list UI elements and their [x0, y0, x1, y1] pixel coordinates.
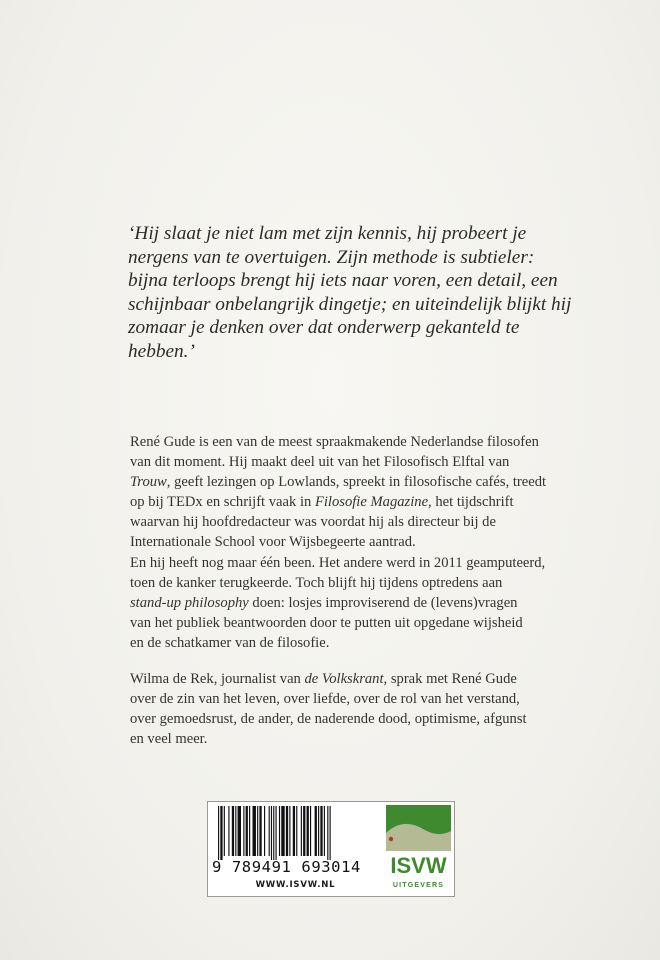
barcode-bar	[301, 806, 302, 856]
bio-line	[130, 492, 600, 512]
bio-emphasis: Filosofie Magazine	[314, 494, 429, 511]
barcode-bar	[286, 806, 288, 856]
bio-line: En hij heeft nog maar één been. Het andere werd in 2011 geamputeerd,	[130, 554, 546, 571]
bio-emphasis: Trouw	[130, 474, 167, 491]
barcode-bar	[249, 806, 250, 856]
barcode-bar	[327, 806, 328, 860]
logo-red-dot	[389, 837, 393, 841]
bio-text: doen: losjes improviserend de (levens)vragen	[248, 594, 518, 611]
quote-line: bijna terloops brengt hij iets naar voren, een detail, een	[128, 270, 558, 292]
interview-text: , sprak met René Gude	[383, 671, 517, 687]
bio-emphasis: stand-up philosophy	[130, 594, 249, 611]
barcode-bar	[238, 806, 241, 856]
bio-line	[130, 472, 600, 492]
barcode-bar	[324, 806, 325, 856]
barcode-bar	[228, 806, 229, 856]
interview-text: Wilma de Rek, journalist van	[130, 671, 305, 687]
barcode-panel	[207, 801, 455, 897]
interview-line	[130, 669, 600, 689]
bio-line: René Gude is een van de meest spraakmakende Nederlandse filosofen	[130, 434, 539, 450]
logo-wordmark: ISVW	[390, 853, 447, 878]
barcode-bar	[296, 806, 297, 856]
blurb-quote	[128, 222, 608, 364]
interview-emphasis: de Volkskrant	[304, 671, 384, 687]
barcode-bar	[330, 806, 331, 860]
bio-text: , geeft lezingen op Lowlands, spreekt in filosofische cafés, treedt	[166, 474, 547, 491]
quote-line: schijnbaar onbelangrijk dingetje; en uiteindelijk blijkt hij	[128, 293, 572, 315]
barcode-bar	[289, 806, 290, 856]
bio-text: , het tijdschrift	[428, 494, 514, 511]
barcode-bar	[276, 806, 277, 860]
barcode-bar	[253, 806, 256, 856]
interview-line: over de zin van het leven, over liefde, over de rol van het verstand,	[130, 691, 520, 708]
barcode-bar	[264, 806, 265, 856]
interview-line: over gemoedsrust, de ander, de naderende dood, optimisme, afgunst	[130, 711, 527, 728]
barcode-bar	[259, 806, 261, 856]
bio-line: van het publiek beantwoorden door te putten uit opgedane wijsheid	[130, 614, 523, 631]
quote-line: hebben.’	[128, 340, 195, 362]
barcode-bar	[303, 806, 305, 856]
barcode-bar	[273, 806, 274, 860]
barcode-bar	[310, 806, 311, 856]
interview-paragraph	[130, 669, 600, 749]
bio-line: waarvan hij hoofdredacteur was voordat hij als directeur bij de	[130, 514, 496, 531]
publisher-url: WWW.ISVW.NL	[255, 880, 336, 890]
bio-line: en de schatkamer van de filosofie.	[130, 634, 330, 651]
barcode-bar	[243, 806, 244, 856]
barcode-bar	[220, 806, 222, 860]
barcode-bar	[269, 806, 270, 856]
barcode-bar	[271, 806, 272, 860]
quote-line: ‘Hij slaat je niet lam met zijn kennis, hij probeert je	[128, 223, 527, 244]
barcode-bar	[232, 806, 234, 856]
quote-line: nergens van te overtuigen. Zijn methode is subtieler:	[128, 246, 535, 268]
bio-line: van dit moment. Hij maakt deel uit van het Filosofisch Elftal van	[130, 454, 510, 471]
bio-text: op bij TEDx en schrijft vaak in	[130, 494, 315, 511]
logo-tagline: UITGEVERS	[392, 882, 445, 889]
bio-line: toen de kanker terugkeerde. Toch blijft hij tijdens optredens aan	[130, 574, 503, 591]
barcode-bar	[320, 806, 322, 856]
barcode-bar	[257, 806, 258, 856]
quote-line: zomaar je denken over dat onderwerp gekanteld te	[128, 317, 520, 339]
isvw-logo	[383, 803, 454, 895]
barcode-bar	[279, 806, 280, 856]
barcode-bar	[307, 806, 309, 856]
author-bio	[130, 432, 600, 653]
barcode-bar	[315, 806, 317, 856]
barcode-bar	[293, 806, 295, 856]
barcode-bar	[218, 806, 219, 860]
interview-line: en veel meer.	[130, 731, 208, 748]
isbn-number: 9 789491 693014	[212, 858, 361, 876]
barcode-bar	[224, 806, 225, 856]
barcode-bar	[235, 806, 236, 856]
barcode-icon	[216, 806, 381, 860]
barcode-bar	[318, 806, 319, 856]
bio-line	[130, 593, 600, 613]
barcode-bar	[281, 806, 284, 856]
bio-line: Internationale School voor Wijsbegeerte aantrad.	[130, 534, 416, 551]
barcode-bar	[246, 806, 248, 856]
